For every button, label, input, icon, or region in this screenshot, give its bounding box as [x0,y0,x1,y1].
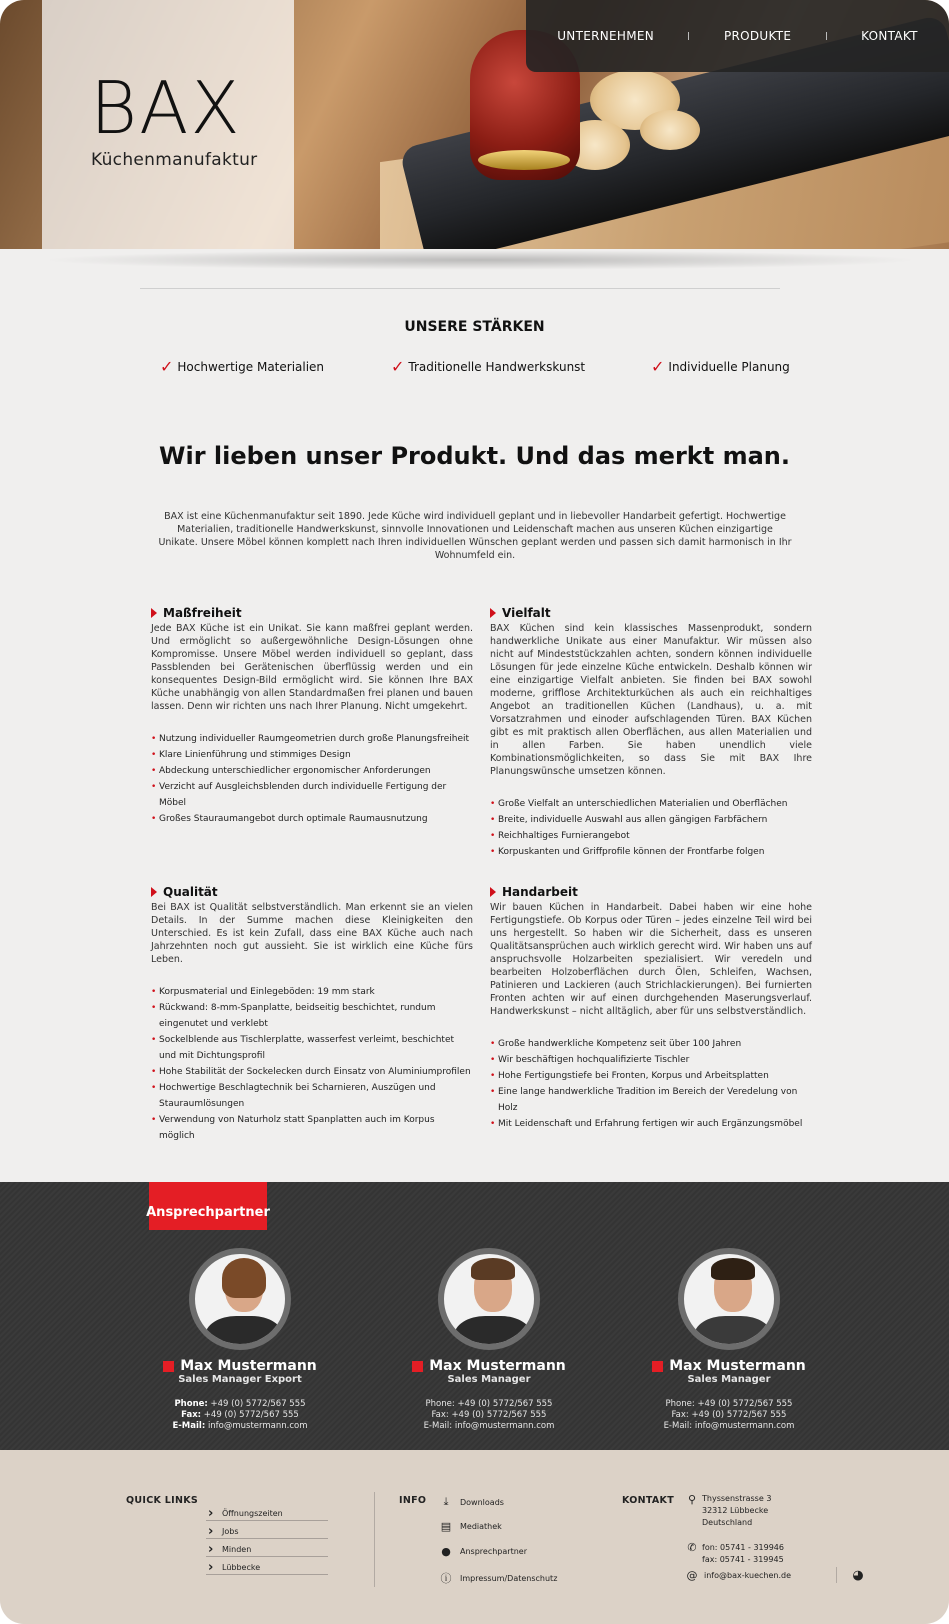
info-link-label: Mediathek [460,1522,502,1531]
info-link-label: Impressum/Datenschutz [460,1573,558,1583]
strength-label: Traditionelle Handwerkskunst [408,359,586,374]
feature-title [490,606,812,620]
contact-title: KONTAKT [622,1495,674,1506]
footer-phone[interactable]: fon: 05741 - 319946 [702,1543,784,1552]
contact-name-text: Max Mustermann [669,1358,806,1374]
address-city: 32312 Lübbecke [702,1506,769,1515]
list-item: • Breite, individuelle Auswahl aus allen gängigen Farbfächern [490,812,812,828]
checkmark-icon: ✓ [160,357,174,376]
contact-role: Sales Manager [447,1374,531,1385]
list-item: • Wir beschäftigen hochqualifizierte Tischler [490,1052,812,1068]
feature-massfreiheit [151,606,473,827]
hero-knob-ring [478,150,570,170]
strength-label: Hochwertige Materialien [177,359,325,374]
list-item: • Nutzung individueller Raumgeometrien durch große Planungsfreiheit [151,731,473,747]
list-item: • Sockelblende aus Tischlerplatte, wasserfest verleimt, beschichtet und mit Dichtungsprofil [151,1032,473,1064]
contact-card [369,1248,609,1432]
quicklink-item[interactable]: › Öffnungszeiten [206,1507,328,1521]
at-icon: @ [686,1569,698,1582]
avatar [189,1248,291,1350]
hero-banner [0,0,949,249]
nav-item-kontakt[interactable]: KONTAKT [861,29,918,43]
list-item: • Großes Stauraumangebot durch optimale Raumausnutzung [151,811,473,827]
list-item: • Große handwerkliche Kompetenz seit über 100 Jahren [490,1036,812,1052]
avatar-body [454,1316,532,1350]
page-headline: Wir lieben unser Produkt. Und das merkt man. [159,442,790,470]
contact-info [369,1399,609,1432]
feature-text: BAX Küchen sind kein klassisches Massenprodukt, sondern handwerkliche Unikate aus einer Manufaktur. Wir müssen also nicht auf Mindeststückzahlen achten, sondern können individuelle Lösungen für jede einzelne Küche entwickeln. Deshalb können wir eine einzigartige Vielfalt anbieten. Sie finden bei BAX sowohl moderne, grifflose Architekturküchen als auch ein reichhaltiges Angebot an traditionellen Küchen (Landhaus), u. a. mit Vorsatzrahmen und einoder aufschlagenden Türen. BAX Küchen gibt es mit praktisch allen Oberflächen, aus allen Materialien und in allen Farben. Sie haben unendlich viele Kombinationsmöglichkeiten, so dass Sie mit BAX Ihre Planungswünsche umsetzen können. [490,623,812,777]
footer-divider [374,1492,375,1587]
contact-email[interactable]: info@mustermann.com [694,1421,795,1431]
list-item: • Reichhaltiges Furnierangebot [490,828,812,844]
email-label: E-Mail: [172,1421,206,1431]
contact-name-text: Max Mustermann [180,1358,317,1374]
feature-title [151,885,473,899]
contact-name [369,1358,609,1374]
person-icon: ● [441,1545,451,1558]
email-label: E-Mail: [663,1421,693,1431]
quicklinks-title: QUICK LINKS [126,1495,199,1506]
list-item: • Rückwand: 8-mm-Spanplatte, beidseitig beschichtet, rundum eingenutet und verklebt [151,1000,473,1032]
phone-label: Phone: [174,1399,208,1409]
contact-email[interactable]: info@mustermann.com [454,1421,555,1431]
quicklink-item[interactable]: › Lübbecke [206,1561,328,1575]
contact-phone[interactable]: +49 (0) 5772/567 555 [210,1399,306,1409]
avatar-body [205,1316,283,1350]
fax-label: Fax: [671,1410,689,1420]
avatar-hair [711,1258,755,1280]
contact-phone-fax [702,1542,784,1566]
feature-text: Bei BAX ist Qualität selbstverständlich. Man erkennt sie an vielen Details. In der Summe machen diese Kleinigkeiten den Unterschied. Es ist kein Zufall, dass eine BAX Küche auch nach Jahrzehnten noch gut aussieht. Sie ist wirklich eine Küche fürs Leben. [151,902,473,965]
nav-item-produkte[interactable]: PRODUKTE [723,29,792,43]
list-item: • Abdeckung unterschiedlicher ergonomischer Anforderungen [151,763,473,779]
strength-label: Individuelle Planung [668,359,790,374]
contact-role: Sales Manager Export [178,1374,302,1385]
contact-phone[interactable]: +49 (0) 5772/567 555 [457,1399,553,1409]
list-item: • Verzicht auf Ausgleichsblenden durch individuelle Fertigung der Möbel [151,779,473,811]
quicklink-item[interactable]: › Jobs [206,1525,328,1539]
feature-title [490,885,812,899]
list-item: • Korpuskanten und Griffprofile können der Frontfarbe folgen [490,844,812,860]
feature-list [151,731,473,827]
contact-fax: +49 (0) 5772/567 555 [691,1410,787,1420]
brand-subtitle: Küchenmanufaktur [91,150,258,170]
download-icon: ⤓ [443,1495,449,1508]
contact-role: Sales Manager [687,1374,771,1385]
feature-title-text: Vielfalt [502,606,551,620]
phone-label: Phone: [425,1399,455,1409]
contact-email[interactable]: info@mustermann.com [207,1421,308,1431]
footer [0,1450,949,1624]
list-item: • Hohe Fertigungstiefe bei Fronten, Korpus und Arbeitsplatten [490,1068,812,1084]
contact-name [609,1358,849,1374]
hero-shadow [40,250,920,270]
feature-list [490,1036,812,1132]
list-item: • Große Vielfalt an unterschiedlichen Materialien und Oberflächen [490,796,812,812]
list-item: • Verwendung von Naturholz statt Spanplatten auch im Korpus möglich [151,1112,473,1144]
feature-text: Jede BAX Küche ist ein Unikat. Sie kann maßfrei geplant werden. Und ermöglicht so außergewöhnliche Design-Lösungen ohne Kompromisse. Unsere Möbel werden individuell so geplant, dass Passblenden bei Gerätenischen überflüssig werden und ein konsequentes Design-Bild ermöglicht wird. Sie können Ihre BAX Küche unabhängig von allen Standardmaßen frei planen und bauen lassen. Denn wir richten uns nach Ihrer Planung. Nicht umgekehrt. [151,623,473,712]
info-link-mediathek[interactable] [440,1520,502,1533]
avatar [438,1248,540,1350]
feature-text: Wir bauen Küchen in Handarbeit. Dabei haben wir eine hohe Fertigungstiefe. Ob Korpus oder Türen – jedes einzelne Teil wird bei uns hergestellt. So haben wir die Sicherheit, dass es unseren Qualitätsansprüchen auch wirklich gerecht wird. Wir haben uns auf anspruchsvolle Holzarbeiten spezialisiert. Wir veredeln und bearbeiten Holzoberflächen durch Ölen, Schleifen, Wachsen, Patinieren und Lackieren (auch Strichlackierungen). Bei furnierten Fronten achten wir auf einen durchgehenden Maserungsverlauf. Handwerkskunst – nicht alltäglich, aber für uns selbstverständlich. [490,902,812,1017]
feature-vielfalt [490,606,812,860]
brand-logo[interactable]: BAX [90,66,242,150]
contacts-section [0,1182,949,1450]
nav-item-unternehmen[interactable]: UNTERNEHMEN [557,29,655,43]
fax-label: Fax: [181,1410,202,1420]
contact-fax: +49 (0) 5772/567 555 [451,1410,547,1420]
info-title: INFO [399,1495,427,1506]
info-link-label: Downloads [460,1497,504,1507]
strengths-title: UNSERE STÄRKEN [404,319,545,335]
contacts-label: Ansprechpartner [149,1182,267,1230]
info-link-ansprechpartner[interactable] [440,1545,527,1558]
hero-wood-shaving [640,110,700,150]
feature-handarbeit [490,885,812,1132]
info-link-impressum[interactable] [440,1570,557,1586]
contact-card [609,1248,849,1432]
checkmark-icon: ✓ [651,357,665,376]
strength-item [651,357,790,376]
feature-title-text: Qualität [163,885,218,899]
list-item: • Klare Linienführung und stimmiges Design [151,747,473,763]
arrow-icon [490,887,496,897]
feature-list [151,984,473,1144]
info-icon: ⓘ [440,1572,452,1585]
feature-qualitaet [151,885,473,1144]
info-link-label: Ansprechpartner [460,1547,527,1556]
footer-email[interactable]: info@bax-kuechen.de [704,1571,791,1580]
phone-label: Phone: [665,1399,695,1409]
info-link-downloads[interactable] [440,1495,504,1509]
contact-phone[interactable]: +49 (0) 5772/567 555 [697,1399,793,1409]
feature-list [490,796,812,860]
contact-card [120,1248,360,1432]
nav-separator [826,32,827,40]
feature-title-text: Maßfreiheit [163,606,242,620]
divider [140,288,780,289]
contact-fax: +49 (0) 5772/567 555 [203,1410,299,1420]
contact-name [120,1358,360,1374]
feature-title-text: Handarbeit [502,885,578,899]
language-icon[interactable]: ◕ [852,1568,864,1583]
avatar-body [694,1316,772,1350]
contact-address [702,1493,771,1529]
list-item: • Eine lange handwerkliche Tradition im Bereich der Veredelung von Holz [490,1084,812,1116]
feature-title [151,606,473,620]
map-pin-icon: ⚲ [687,1493,697,1506]
address-country: Deutschland [702,1518,753,1527]
arrow-icon [151,608,157,618]
square-icon [163,1361,174,1372]
avatar-hair [222,1258,266,1298]
list-item: • Hohe Stabilität der Sockelecken durch Einsatz von Aluminiumprofilen [151,1064,473,1080]
arrow-icon [490,608,496,618]
media-icon: ▤ [440,1520,452,1533]
phone-icon: ✆ [687,1541,697,1554]
contact-name-text: Max Mustermann [429,1358,566,1374]
square-icon [412,1361,423,1372]
quicklink-item[interactable]: › Minden [206,1543,328,1557]
contact-info [120,1399,360,1432]
arrow-icon [151,887,157,897]
fax-label: Fax: [431,1410,449,1420]
address-street: Thyssenstrasse 3 [702,1494,772,1503]
strength-item [391,357,585,376]
email-label: E-Mail: [423,1421,453,1431]
square-icon [652,1361,663,1372]
footer-divider [836,1567,837,1583]
footer-fax: fax: 05741 - 319945 [702,1555,784,1564]
list-item: • Mit Leidenschaft und Erfahrung fertigen wir auch Ergänzungsmöbel [490,1116,812,1132]
contact-info [609,1399,849,1432]
list-item: • Hochwertige Beschlagtechnik bei Scharnieren, Auszügen und Stauraumlösungen [151,1080,473,1112]
intro-text: BAX ist eine Küchenmanufaktur seit 1890. Jede Küche wird individuell geplant und in liebevoller Handarbeit gefertigt. Hochwertige Materialien, traditionelle Handwerkskunst, sinnvolle Innovationen und Leidenschaft machen aus unseren Küchen einzigartige Unikate. Unsere Möbel können komplett nach Ihren individuellen Wünschen geplant werden und passen sich damit harmonisch in Ihr Wohnumfeld ein. [158,511,792,561]
main-nav [526,0,949,72]
avatar [678,1248,780,1350]
nav-separator [688,32,689,40]
strength-item [160,357,324,376]
list-item: • Korpusmaterial und Einlegeböden: 19 mm stark [151,984,473,1000]
avatar-hair [471,1258,515,1280]
checkmark-icon: ✓ [391,357,405,376]
